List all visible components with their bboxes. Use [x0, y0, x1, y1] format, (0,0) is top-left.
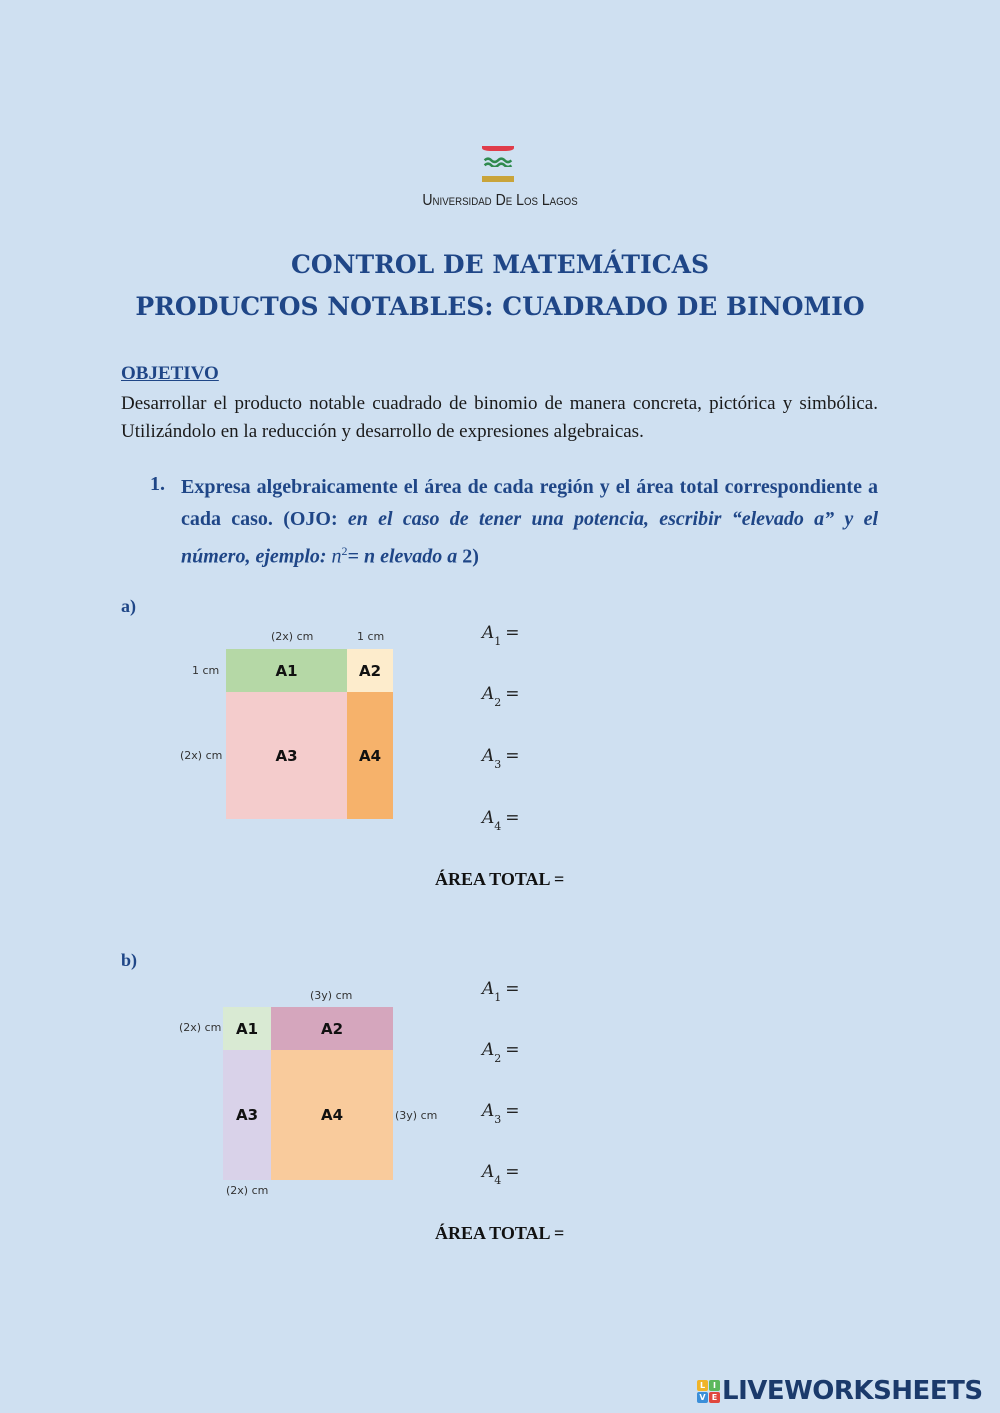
equation-b4[interactable]: $A_4$ = [482, 1162, 520, 1188]
page-subtitle: PRODUCTOS NOTABLES: CUADRADO DE BINOMIO [135, 292, 865, 321]
objective-heading: OBJETIVO [121, 363, 219, 384]
region-b3: A3 [223, 1050, 271, 1180]
dim-right-3y: (3y) cm [395, 1109, 438, 1122]
dim-left-2x: (2x) cm [180, 749, 223, 762]
total-area-a[interactable]: ÁREA TOTAL = [435, 869, 565, 889]
example-base: n [331, 545, 342, 568]
region-a4: A4 [347, 692, 393, 819]
logo-green-wave [482, 157, 514, 167]
total-area-b[interactable]: ÁREA TOTAL = [435, 1223, 565, 1243]
logo-red-stripe [482, 146, 514, 151]
liveworksheets-text: LIVEWORKSHEETS [722, 1376, 983, 1406]
question-note-end: = n elevado a [347, 545, 458, 568]
objective-text: Desarrollar el producto notable cuadrado de binomio de manera concreta, pictórica y simbólica. Utilizándolo en la reducción y desarrollo de expresiones algebraicas. [121, 393, 878, 442]
question-note: en el caso de tener una potencia, escribir “elevado a” y el número, ejemplo: [181, 508, 879, 568]
equation-a4[interactable]: $A_4$ = [482, 808, 520, 834]
dim-top-2x: (2x) cm [271, 630, 314, 643]
example-exponent: 2 [341, 544, 348, 558]
dim-left-2x: (2x) cm [179, 1021, 222, 1034]
question-text [181, 471, 878, 573]
part-a-label: a) [121, 596, 136, 616]
equation-b2[interactable]: $A_2$ = [482, 1040, 520, 1066]
logo-gold-stripe [482, 176, 514, 182]
dim-left-1: 1 cm [192, 664, 220, 677]
region-a2: A2 [347, 649, 393, 692]
liveworksheets-watermark [697, 1376, 983, 1406]
region-b2: A2 [271, 1007, 393, 1050]
region-b4: A4 [271, 1050, 393, 1180]
question-end: 2) [457, 545, 479, 568]
dim-top-3y: (3y) cm [310, 989, 353, 1002]
part-b-label: b) [121, 950, 138, 970]
question-main: Expresa algebraicamente el área de cada región y el área total correspondiente a cada caso. (OJO: [181, 476, 878, 530]
dim-top-1: 1 cm [357, 630, 385, 643]
equation-a2[interactable]: $A_2$ = [482, 684, 520, 710]
region-a3: A3 [226, 692, 347, 819]
equation-a3[interactable]: $A_3$ = [482, 746, 520, 772]
region-b1: A1 [223, 1007, 271, 1050]
equation-a1[interactable]: $A_1$ = [482, 623, 520, 649]
equation-b1[interactable]: $A_1$ = [482, 979, 520, 1005]
dim-bottom-2x: (2x) cm [226, 1184, 269, 1197]
university-name: Universidad De Los Lagos [422, 192, 578, 209]
question-number: 1. [150, 473, 165, 495]
page-title: CONTROL DE MATEMÁTICAS [290, 250, 710, 279]
region-a1: A1 [226, 649, 347, 692]
equation-b3[interactable]: $A_3$ = [482, 1101, 520, 1127]
liveworksheets-logo-icon: L I V E [697, 1380, 720, 1403]
